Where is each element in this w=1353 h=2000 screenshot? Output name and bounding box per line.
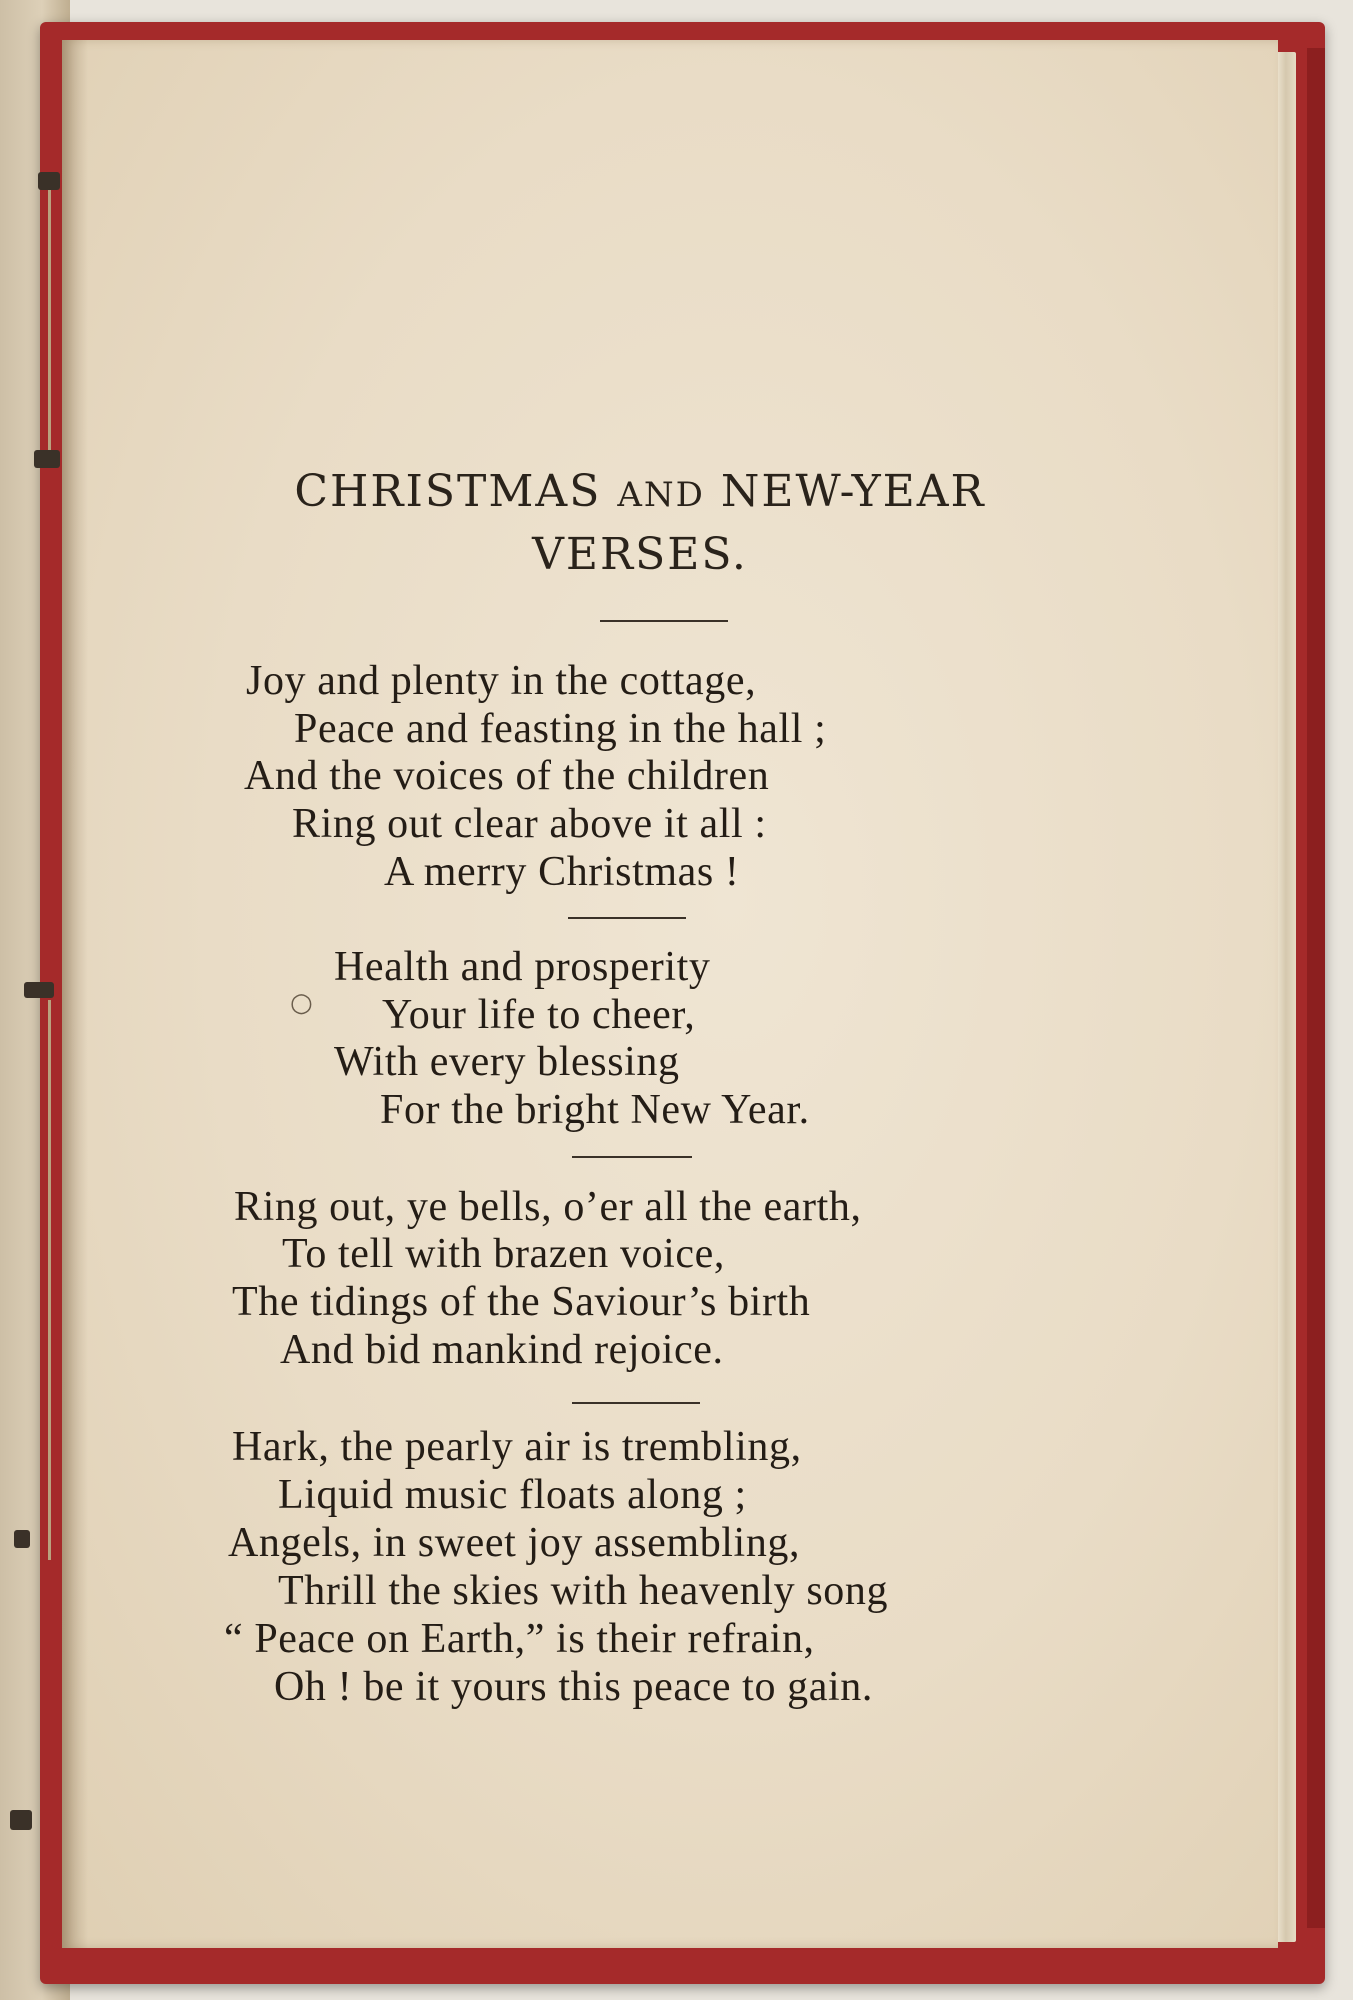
- verse-1-line-4: Ring out clear above it all :: [292, 801, 767, 847]
- verse-1-line-5: A merry Christmas !: [384, 849, 740, 895]
- verse-1-line-3: And the voices of the children: [244, 753, 770, 799]
- verse-divider: [568, 917, 686, 919]
- binding-thread: [48, 180, 51, 460]
- verse-2-line-1: Health and prosperity: [334, 944, 711, 990]
- title-word-and: AND: [617, 475, 705, 515]
- verse-3-line-1: Ring out, ye bells, o’er all the earth,: [234, 1184, 862, 1230]
- verse-3-line-4: And bid mankind rejoice.: [280, 1327, 724, 1373]
- verse-divider: [572, 1156, 692, 1158]
- verse-4-line-3: Angels, in sweet joy assembling,: [228, 1520, 801, 1566]
- verse-4-line-6: Oh ! be it yours this peace to gain.: [274, 1664, 873, 1710]
- binding-stitch: [14, 1530, 30, 1548]
- binding-stitch: [38, 172, 60, 190]
- verse-4-line-4: Thrill the skies with heavenly song: [278, 1568, 889, 1614]
- cover-spine-edge: [1307, 48, 1325, 1928]
- title-word-new-year: NEW-YEAR: [720, 466, 986, 517]
- binding-stitch: [10, 1810, 32, 1830]
- gutter-shadow: [62, 40, 88, 1948]
- binding-stitch: [34, 450, 60, 468]
- title-word-christmas: CHRISTMAS: [294, 466, 602, 517]
- title-divider: [600, 620, 728, 622]
- title-line-1: [240, 462, 1040, 525]
- verse-4-line-1: Hark, the pearly air is trembling,: [232, 1424, 802, 1470]
- binding-thread: [48, 1000, 51, 1560]
- verse-2-line-3: With every blessing: [334, 1039, 680, 1085]
- verse-1-line-1: Joy and plenty in the cottage,: [246, 658, 757, 704]
- page-title: [240, 462, 1040, 585]
- verse-3-line-2: To tell with brazen voice,: [282, 1231, 726, 1277]
- title-line-2: VERSES.: [532, 529, 748, 580]
- verse-2-line-4: For the bright New Year.: [380, 1087, 810, 1133]
- verse-2-line-2: Your life to cheer,: [382, 992, 696, 1038]
- verse-divider: [572, 1402, 700, 1404]
- verse-3-line-3: The tidings of the Saviour’s birth: [232, 1279, 811, 1325]
- binding-stitch: [24, 982, 54, 998]
- verse-4-line-2: Liquid music floats along ;: [278, 1472, 747, 1518]
- verse-4-line-5: “ Peace on Earth,” is their refrain,: [224, 1616, 815, 1662]
- verse-1-line-2: Peace and feasting in the hall ;: [294, 706, 827, 752]
- paper-blemish: ○: [290, 988, 313, 1018]
